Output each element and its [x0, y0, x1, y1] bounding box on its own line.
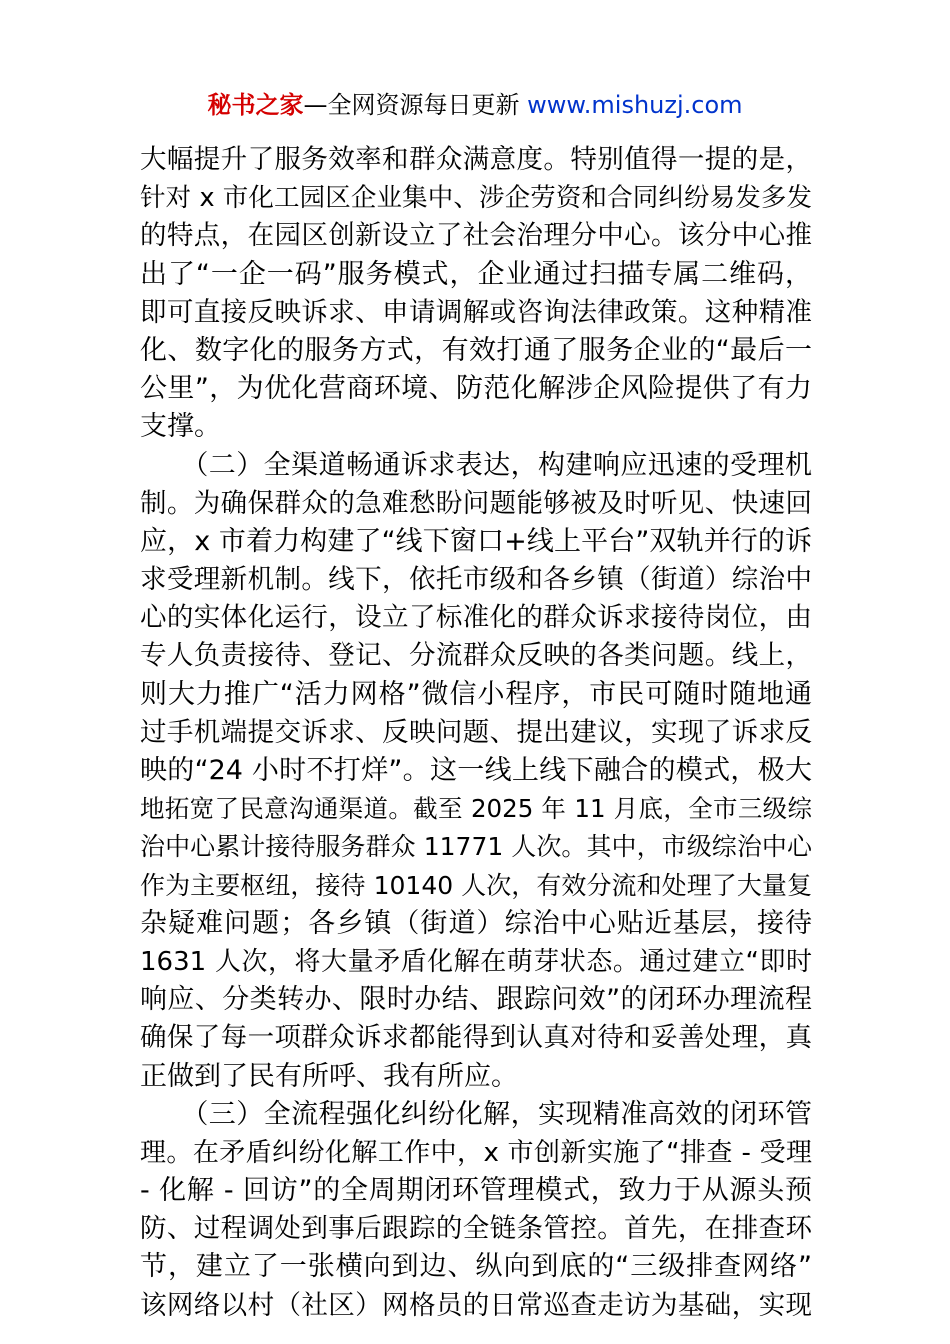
text-line: 支撑。 [140, 411, 221, 443]
text-line: 化、数字化的服务方式，有效打通了服务企业的“最后一 [140, 334, 812, 366]
text-line: 公里”，为优化营商环境、防范化解涉企风险提供了有力 [140, 373, 812, 405]
text-line: 出了“一企一码”服务模式，企业通过扫描专属二维码， [140, 258, 812, 290]
text-line: 针对 x 市化工园区企业集中、涉企劳资和合同纠纷易发多发 [140, 183, 812, 214]
site-url[interactable]: www.mishuzj.com [527, 91, 743, 119]
text-line: 作为主要枢纽，接待 10140 人次，有效分流和处理了大量复 [140, 870, 812, 900]
text-line: 正做到了民有所呼、我有所应。 [140, 1060, 518, 1092]
text-line: 大幅提升了服务效率和群众满意度。特别值得一提的是， [140, 144, 812, 175]
text-line: 应，x 市着力构建了“线下窗口+线上平台”双轨并行的诉 [140, 525, 812, 557]
text-line: 防、过程调处到事后跟踪的全链条管控。首先，在排查环 [140, 1213, 812, 1245]
text-line: 专人负责接待、登记、分流群众反映的各类问题。线上， [140, 640, 812, 672]
text-line: 则大力推广“活力网格”微信小程序，市民可随时随地通 [140, 678, 812, 710]
text-line: 治中心累计接待服务群众 11771 人次。其中，市级综治中心 [140, 832, 812, 862]
text-line: （三）全流程强化纠纷化解，实现精准高效的闭环管 [140, 1098, 812, 1130]
text-line: 理。在矛盾纠纷化解工作中，x 市创新实施了“排查 - 受理 [140, 1137, 812, 1168]
text-line: 过手机端提交诉求、反映问题、提出建议，实现了诉求反 [140, 716, 812, 748]
text-line: 确保了每一项群众诉求都能得到认真对待和妥善处理，真 [140, 1022, 812, 1054]
text-line: 1631 人次，将大量矛盾化解在萌芽状态。通过建立“即时 [140, 946, 812, 977]
text-line: 心的实体化运行，设立了标准化的群众诉求接待岗位，由 [140, 602, 812, 634]
text-line: - 化解 - 回访”的全周期闭环管理模式，致力于从源头预 [140, 1175, 812, 1207]
text-line: 的特点，在园区创新设立了社会治理分中心。该分中心推 [140, 220, 812, 252]
text-line: 节，建立了一张横向到边、纵向到底的“三级排查网络” [140, 1251, 812, 1283]
header-slogan: —全网资源每日更新 [303, 91, 528, 119]
text-line: 求受理新机制。线下，依托市级和各乡镇（街道）综治中 [140, 564, 812, 596]
text-line: 制。为确保群众的急难愁盼问题能够被及时听见、快速回 [140, 487, 812, 519]
document-body [140, 141, 812, 1325]
text-line: 即可直接反映诉求、申请调解或咨询法律政策。这种精准 [140, 296, 812, 328]
text-line: （二）全渠道畅通诉求表达，构建响应迅速的受理机 [140, 449, 812, 481]
brand-name: 秘书之家 [207, 91, 304, 119]
text-line: 地拓宽了民意沟通渠道。截至 2025 年 11 月底，全市三级综 [140, 794, 812, 824]
text-line: 响应、分类转办、限时办结、跟踪问效”的闭环办理流程 [140, 984, 812, 1016]
text-line: 杂疑难问题；各乡镇（街道）综治中心贴近基层，接待 [140, 907, 812, 939]
text-line: 映的“24 小时不打烊”。这一线上线下融合的模式，极大 [140, 755, 812, 786]
text-line: 该网络以村（社区）网格员的日常巡查走访为基础，实现 [140, 1289, 812, 1321]
site-header [0, 88, 950, 122]
